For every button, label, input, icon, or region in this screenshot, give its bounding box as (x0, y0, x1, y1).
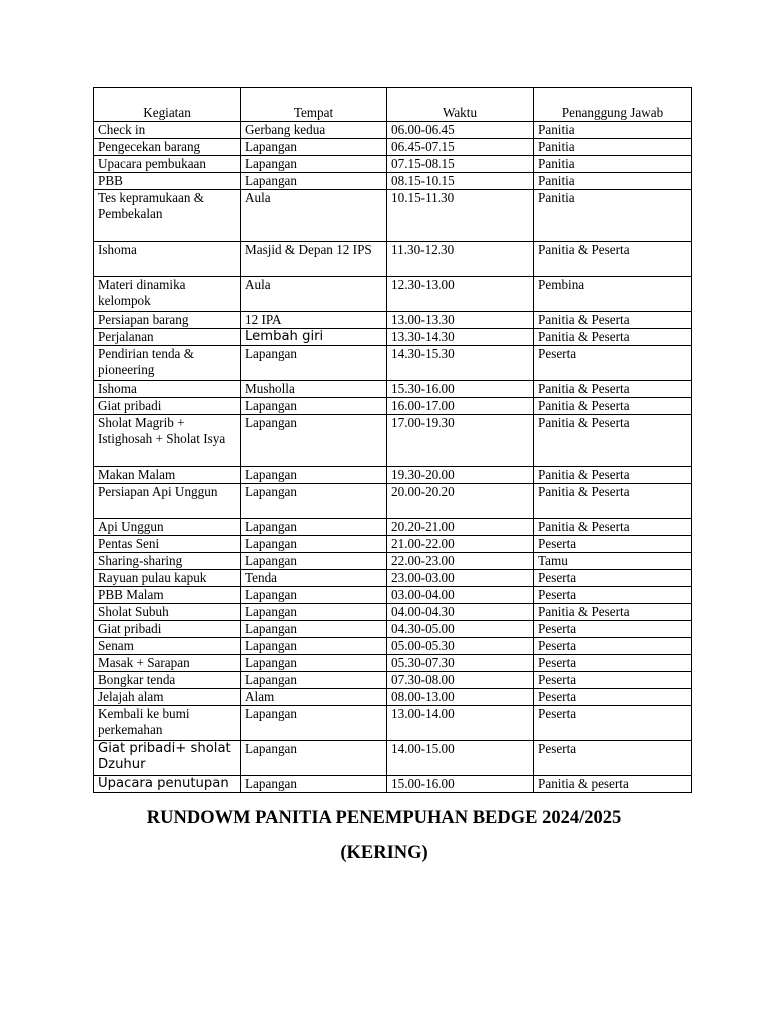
cell-kegiatan: Pendirian tenda & pioneering (94, 346, 241, 381)
table-row (94, 398, 692, 415)
cell-waktu: 13.00-13.30 (387, 312, 534, 329)
cell-penanggung-jawab: Peserta (534, 741, 692, 776)
cell-penanggung-jawab: Panitia (534, 156, 692, 173)
cell-waktu: 12.30-13.00 (387, 277, 534, 312)
cell-waktu: 20.20-21.00 (387, 519, 534, 536)
cell-kegiatan: Persiapan Api Unggun (94, 484, 241, 519)
table-row (94, 242, 692, 277)
cell-waktu: 14.00-15.00 (387, 741, 534, 776)
document-title: RUNDOWM PANITIA PENEMPUHAN BEDGE 2024/2025 (146, 808, 622, 828)
table-row (94, 156, 692, 173)
cell-penanggung-jawab: Tamu (534, 553, 692, 570)
cell-kegiatan: Sholat Subuh (94, 604, 241, 621)
cell-waktu: 04.30-05.00 (387, 621, 534, 638)
table-body (94, 122, 692, 793)
table-row (94, 570, 692, 587)
cell-tempat: Lapangan (241, 587, 387, 604)
cell-waktu: 05.00-05.30 (387, 638, 534, 655)
cell-tempat: Lembah giri (241, 329, 387, 346)
header-waktu: Waktu (387, 88, 534, 122)
cell-penanggung-jawab: Peserta (534, 346, 692, 381)
cell-tempat: Masjid & Depan 12 IPS (241, 242, 387, 277)
cell-kegiatan: Materi dinamika kelompok (94, 277, 241, 312)
cell-waktu: 13.00-14.00 (387, 706, 534, 741)
cell-penanggung-jawab: Panitia & peserta (534, 776, 692, 793)
cell-kegiatan: Rayuan pulau kapuk (94, 570, 241, 587)
cell-penanggung-jawab: Peserta (534, 672, 692, 689)
cell-penanggung-jawab: Panitia & Peserta (534, 329, 692, 346)
table-header-row (94, 88, 692, 122)
cell-tempat: Lapangan (241, 706, 387, 741)
cell-penanggung-jawab: Panitia & Peserta (534, 312, 692, 329)
cell-tempat: Lapangan (241, 776, 387, 793)
table-row (94, 122, 692, 139)
cell-kegiatan: Giat pribadi (94, 621, 241, 638)
table-row (94, 706, 692, 741)
cell-tempat: Aula (241, 190, 387, 242)
cell-penanggung-jawab: Peserta (534, 706, 692, 741)
cell-penanggung-jawab: Peserta (534, 621, 692, 638)
cell-tempat: Lapangan (241, 398, 387, 415)
cell-waktu: 17.00-19.30 (387, 415, 534, 467)
cell-waktu: 15.00-16.00 (387, 776, 534, 793)
header-penanggung-jawab: Penanggung Jawab (534, 88, 692, 122)
cell-kegiatan: Upacara penutupan (94, 776, 241, 793)
cell-waktu: 07.15-08.15 (387, 156, 534, 173)
cell-penanggung-jawab: Panitia & Peserta (534, 242, 692, 277)
cell-waktu: 06.45-07.15 (387, 139, 534, 156)
cell-tempat: Musholla (241, 381, 387, 398)
cell-kegiatan: Api Unggun (94, 519, 241, 536)
cell-kegiatan: Makan Malam (94, 467, 241, 484)
header-tempat: Tempat (241, 88, 387, 122)
table-row (94, 621, 692, 638)
cell-tempat: Gerbang kedua (241, 122, 387, 139)
cell-kegiatan: Sharing-sharing (94, 553, 241, 570)
cell-penanggung-jawab: Panitia & Peserta (534, 381, 692, 398)
cell-waktu: 16.00-17.00 (387, 398, 534, 415)
table-row (94, 587, 692, 604)
cell-penanggung-jawab: Peserta (534, 655, 692, 672)
cell-tempat: Lapangan (241, 467, 387, 484)
cell-kegiatan: Ishoma (94, 242, 241, 277)
cell-kegiatan: Persiapan barang (94, 312, 241, 329)
table-row (94, 139, 692, 156)
document-subtitle: (KERING) (340, 843, 428, 863)
cell-waktu: 23.00-03.00 (387, 570, 534, 587)
cell-penanggung-jawab: Panitia & Peserta (534, 604, 692, 621)
cell-penanggung-jawab: Panitia & Peserta (534, 415, 692, 467)
rundown-table (93, 87, 692, 793)
cell-penanggung-jawab: Panitia & Peserta (534, 398, 692, 415)
table-row (94, 655, 692, 672)
cell-tempat: Lapangan (241, 156, 387, 173)
cell-kegiatan: Senam (94, 638, 241, 655)
cell-waktu: 10.15-11.30 (387, 190, 534, 242)
cell-tempat: Lapangan (241, 139, 387, 156)
cell-kegiatan: PBB (94, 173, 241, 190)
cell-tempat: Lapangan (241, 519, 387, 536)
cell-penanggung-jawab: Peserta (534, 689, 692, 706)
cell-waktu: 08.00-13.00 (387, 689, 534, 706)
cell-waktu: 07.30-08.00 (387, 672, 534, 689)
cell-tempat: Alam (241, 689, 387, 706)
cell-penanggung-jawab: Peserta (534, 536, 692, 553)
table-row (94, 277, 692, 312)
cell-tempat: Lapangan (241, 741, 387, 776)
cell-penanggung-jawab: Panitia & Peserta (534, 484, 692, 519)
cell-kegiatan: Check in (94, 122, 241, 139)
cell-penanggung-jawab: Panitia (534, 122, 692, 139)
cell-kegiatan: Giat pribadi+ sholat Dzuhur (94, 741, 241, 776)
cell-waktu: 15.30-16.00 (387, 381, 534, 398)
cell-kegiatan: PBB Malam (94, 587, 241, 604)
cell-kegiatan: Kembali ke bumi perkemahan (94, 706, 241, 741)
cell-kegiatan: Pengecekan barang (94, 139, 241, 156)
table-row (94, 553, 692, 570)
cell-kegiatan: Giat pribadi (94, 398, 241, 415)
cell-penanggung-jawab: Panitia (534, 190, 692, 242)
cell-waktu: 05.30-07.30 (387, 655, 534, 672)
cell-kegiatan: Ishoma (94, 381, 241, 398)
table-row (94, 484, 692, 519)
cell-tempat: Lapangan (241, 621, 387, 638)
cell-kegiatan: Jelajah alam (94, 689, 241, 706)
table-row (94, 329, 692, 346)
cell-penanggung-jawab: Panitia (534, 173, 692, 190)
cell-kegiatan: Tes kepramukaan & Pembekalan (94, 190, 241, 242)
cell-waktu: 04.00-04.30 (387, 604, 534, 621)
table-row (94, 173, 692, 190)
cell-penanggung-jawab: Peserta (534, 638, 692, 655)
table-row (94, 638, 692, 655)
header-kegiatan: Kegiatan (94, 88, 241, 122)
cell-tempat: Lapangan (241, 173, 387, 190)
table-row (94, 604, 692, 621)
cell-penanggung-jawab: Peserta (534, 570, 692, 587)
table-row (94, 381, 692, 398)
cell-penanggung-jawab: Peserta (534, 587, 692, 604)
cell-tempat: Lapangan (241, 346, 387, 381)
cell-waktu: 21.00-22.00 (387, 536, 534, 553)
cell-kegiatan: Upacara pembukaan (94, 156, 241, 173)
cell-tempat: Aula (241, 277, 387, 312)
cell-kegiatan: Perjalanan (94, 329, 241, 346)
cell-tempat: Lapangan (241, 553, 387, 570)
cell-waktu: 20.00-20.20 (387, 484, 534, 519)
table-row (94, 190, 692, 242)
table-row (94, 776, 692, 793)
cell-waktu: 08.15-10.15 (387, 173, 534, 190)
cell-tempat: Lapangan (241, 604, 387, 621)
cell-kegiatan: Bongkar tenda (94, 672, 241, 689)
cell-kegiatan: Masak + Sarapan (94, 655, 241, 672)
cell-tempat: Tenda (241, 570, 387, 587)
cell-tempat: Lapangan (241, 536, 387, 553)
table-row (94, 415, 692, 467)
cell-penanggung-jawab: Panitia & Peserta (534, 519, 692, 536)
table-row (94, 536, 692, 553)
cell-kegiatan: Sholat Magrib + Istighosah + Sholat Isya (94, 415, 241, 467)
table-row (94, 312, 692, 329)
table-row (94, 519, 692, 536)
cell-waktu: 14.30-15.30 (387, 346, 534, 381)
table-row (94, 741, 692, 776)
cell-penanggung-jawab: Panitia & Peserta (534, 467, 692, 484)
cell-tempat: Lapangan (241, 415, 387, 467)
cell-penanggung-jawab: Panitia (534, 139, 692, 156)
cell-kegiatan: Pentas Seni (94, 536, 241, 553)
table-row (94, 672, 692, 689)
cell-waktu: 13.30-14.30 (387, 329, 534, 346)
cell-waktu: 06.00-06.45 (387, 122, 534, 139)
table-row (94, 689, 692, 706)
cell-tempat: Lapangan (241, 638, 387, 655)
cell-tempat: Lapangan (241, 672, 387, 689)
cell-waktu: 03.00-04.00 (387, 587, 534, 604)
cell-tempat: 12 IPA (241, 312, 387, 329)
cell-tempat: Lapangan (241, 655, 387, 672)
cell-waktu: 11.30-12.30 (387, 242, 534, 277)
table-row (94, 467, 692, 484)
cell-waktu: 19.30-20.00 (387, 467, 534, 484)
cell-tempat: Lapangan (241, 484, 387, 519)
table-row (94, 346, 692, 381)
cell-penanggung-jawab: Pembina (534, 277, 692, 312)
cell-waktu: 22.00-23.00 (387, 553, 534, 570)
